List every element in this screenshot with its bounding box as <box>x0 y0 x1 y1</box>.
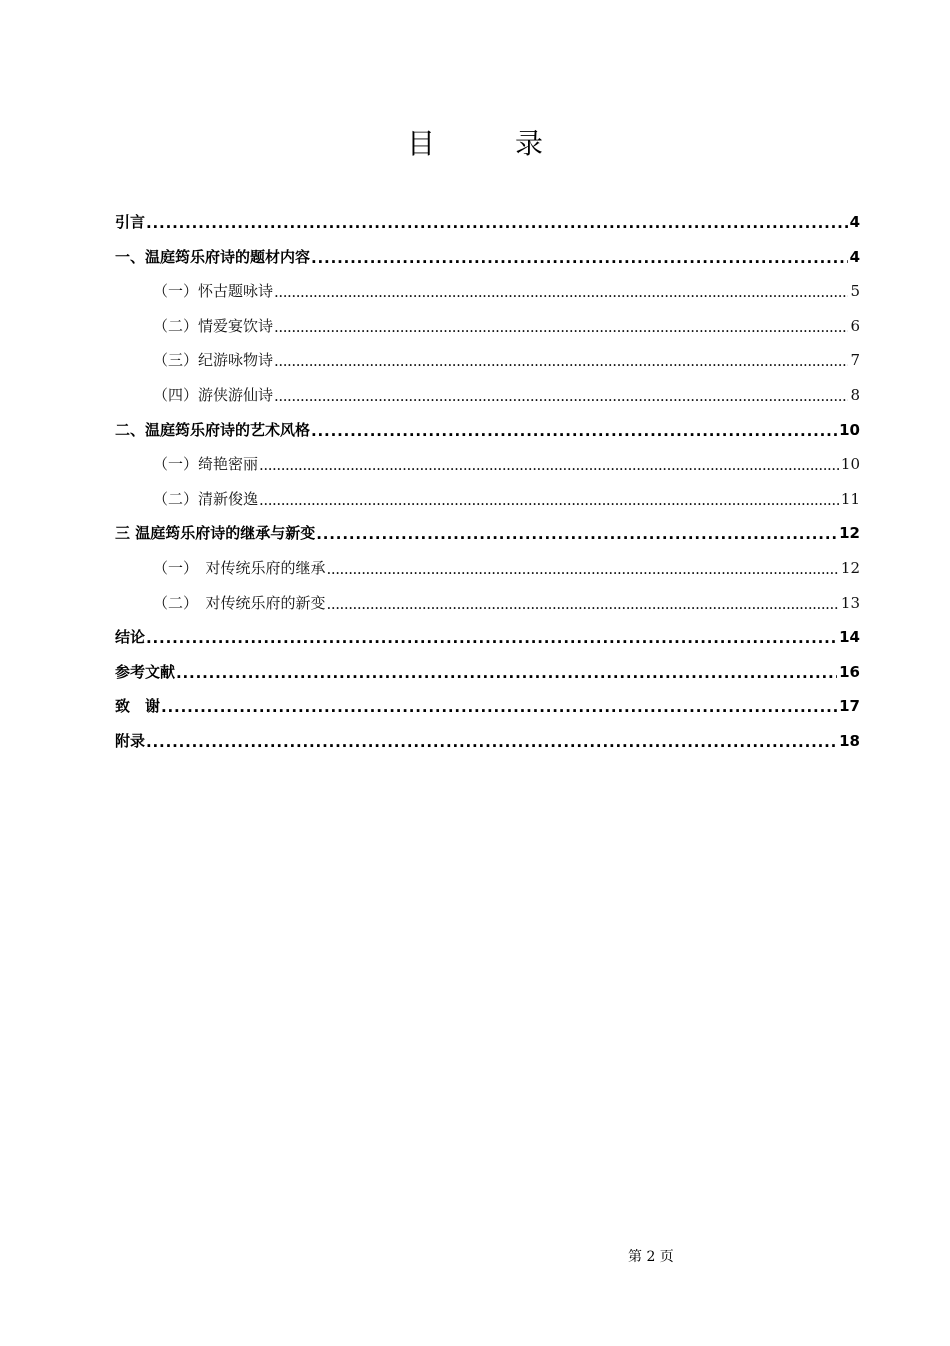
toc-dot-leader <box>327 552 839 587</box>
toc-entry-references[interactable] <box>115 655 860 690</box>
toc-page-number: 16 <box>839 662 860 681</box>
toc-entry-section-3-2[interactable] <box>115 586 860 621</box>
toc-page-number: 12 <box>839 524 860 543</box>
toc-entry-label: （二） 对传统乐府的新变 <box>153 593 326 612</box>
toc-entry-section-2-2[interactable] <box>115 482 860 517</box>
toc-entry-section-1-1[interactable] <box>115 274 860 309</box>
toc-page-number: 5 <box>850 282 860 301</box>
toc-entry-label: 致 谢 <box>115 697 161 716</box>
toc-entry-appendix[interactable] <box>115 724 860 759</box>
toc-entry-chapter-2[interactable] <box>115 413 860 448</box>
toc-entry-chapter-1[interactable] <box>115 240 860 275</box>
toc-dot-leader <box>311 241 848 276</box>
toc-dot-leader <box>146 621 837 656</box>
toc-dot-leader <box>311 414 837 449</box>
toc-entry-label: （一）绮艳密丽 <box>153 455 259 474</box>
toc-page-number: 7 <box>850 351 860 370</box>
toc-entry-label: 结论 <box>115 628 146 647</box>
toc-dot-leader <box>176 656 837 691</box>
toc-dot-leader <box>146 725 837 760</box>
toc-page-number: 11 <box>840 489 860 508</box>
toc-entry-section-1-2[interactable] <box>115 309 860 344</box>
toc-page-number: 13 <box>840 593 860 612</box>
toc-dot-leader <box>274 379 848 414</box>
page-title: 目 录 <box>406 127 569 160</box>
toc-entry-section-1-4[interactable] <box>115 378 860 413</box>
toc-entry-acknowledgements[interactable] <box>115 689 860 724</box>
toc-entry-section-1-3[interactable] <box>115 343 860 378</box>
toc-page-number: 4 <box>849 213 860 231</box>
toc-entry-label: 三 温庭筠乐府诗的继承与新变 <box>115 524 316 543</box>
toc-entry-introduction[interactable] <box>115 205 860 240</box>
toc-entry-chapter-3[interactable] <box>115 516 860 551</box>
toc-dot-leader <box>259 448 839 483</box>
toc-dot-leader <box>146 206 848 241</box>
toc-dot-leader <box>327 587 839 622</box>
toc-entry-label: 一、温庭筠乐府诗的题材内容 <box>115 247 311 266</box>
toc-dot-leader <box>316 517 837 552</box>
toc-page-number: 6 <box>850 316 860 335</box>
toc-page-number: 14 <box>839 628 860 647</box>
toc-entry-label: （二）情爱宴饮诗 <box>153 316 274 335</box>
toc-dot-leader <box>161 690 837 725</box>
toc-page-number: 4 <box>849 247 860 266</box>
toc-entry-label: （三）纪游咏物诗 <box>153 351 274 370</box>
toc-entry-section-3-1[interactable] <box>115 551 860 586</box>
page-footer-number: 第 2 页 <box>628 1249 674 1265</box>
toc-dot-leader <box>259 483 839 518</box>
toc-dot-leader <box>274 310 848 345</box>
toc-entry-label: （四）游侠游仙诗 <box>153 385 274 404</box>
toc-entry-label: 二、温庭筠乐府诗的艺术风格 <box>115 420 311 439</box>
toc-page-number: 8 <box>850 385 860 404</box>
toc-dot-leader <box>274 275 848 310</box>
toc-entry-label: （一）怀古题咏诗 <box>153 282 274 301</box>
toc-page-number: 10 <box>839 420 860 439</box>
toc-entry-label: （一） 对传统乐府的继承 <box>153 558 326 577</box>
toc-entry-section-2-1[interactable] <box>115 447 860 482</box>
toc-page-number: 17 <box>839 697 860 716</box>
toc-page-number: 10 <box>840 455 860 474</box>
toc-page-number: 18 <box>839 731 860 750</box>
table-of-contents <box>115 205 860 759</box>
toc-entry-label: 参考文献 <box>115 662 176 681</box>
toc-entry-label: 附录 <box>115 731 146 750</box>
toc-page-number: 12 <box>840 558 860 577</box>
toc-entry-label: （二）清新俊逸 <box>153 489 259 508</box>
toc-dot-leader <box>274 344 848 379</box>
toc-entry-conclusion[interactable] <box>115 620 860 655</box>
toc-entry-label: 引言 <box>115 213 146 231</box>
